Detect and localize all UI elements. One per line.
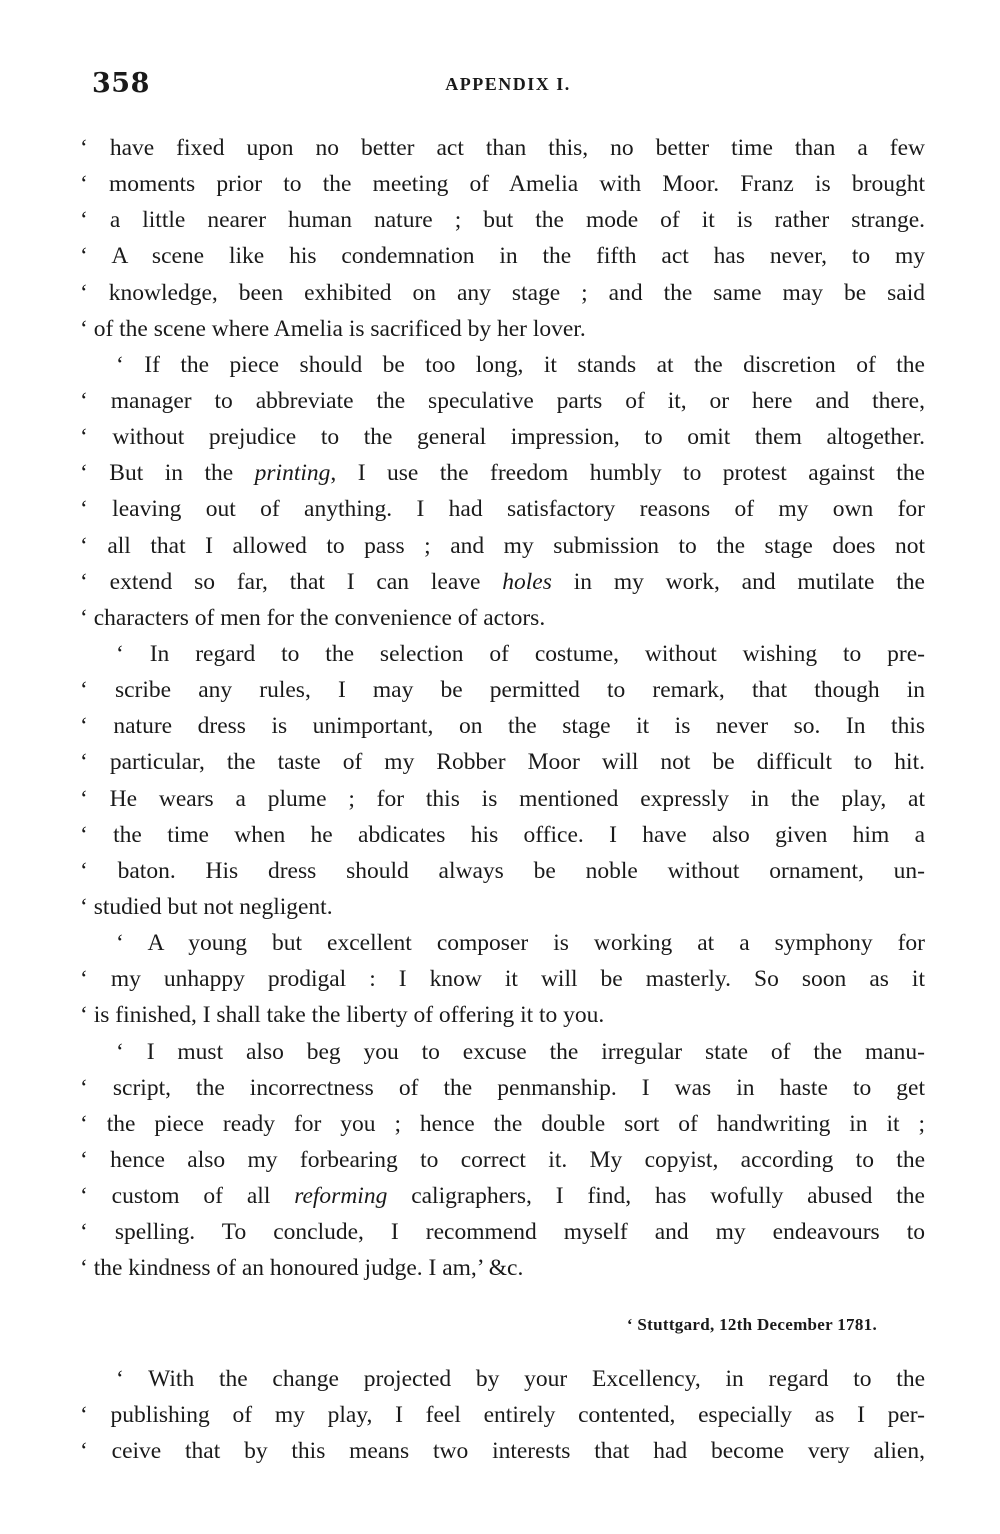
text-line: ‘ scribe any rules, I may be permitted to remark, that though in	[80, 677, 925, 704]
text-line: ‘ script, the incorrectness of the penmanship. I was in haste to get	[80, 1074, 925, 1101]
running-title: APPENDIX I.	[445, 74, 571, 94]
text-line: ‘ publishing of my play, I feel entirely contented, especially as I per-	[80, 1401, 925, 1428]
text-line: ‘ moments prior to the meeting of Amelia with Moor. Franz is brought	[80, 171, 925, 198]
paragraph	[80, 636, 925, 925]
text-line: ‘ the kindness of an honoured judge. I am,’ &c.	[80, 1255, 524, 1282]
text-line: ‘ knowledge, been exhibited on any stage ; and the same may be said	[80, 279, 925, 306]
text-line: ‘ I must also beg you to excuse the irregular state of the manu-	[116, 1038, 925, 1065]
text-line: ‘ spelling. To conclude, I recommend myself and my endeavours to	[80, 1219, 925, 1246]
text-line: ‘ He wears a plume ; for this is mentioned expressly in the play, at	[80, 785, 925, 812]
spacer	[80, 1349, 925, 1361]
spacer	[80, 1287, 925, 1299]
paragraph	[80, 1034, 925, 1287]
paragraph	[80, 130, 925, 347]
body-text	[80, 130, 925, 1469]
text-line: ‘ particular, the taste of my Robber Moor will not be difficult to hit.	[80, 749, 925, 776]
page-number: 358	[92, 68, 150, 99]
text-line: ‘ But in the printing, I use the freedom humbly to protest against the	[80, 460, 925, 487]
text-line: ‘ my unhappy prodigal : I know it will be masterly. So soon as it	[80, 966, 925, 993]
text-line: ‘ extend so far, that I can leave holes in my work, and mutilate the	[80, 568, 925, 595]
text-line: ‘ all that I allowed to pass ; and my submission to the stage does not	[80, 532, 925, 559]
text-line: ‘ studied but not negligent.	[80, 893, 333, 920]
text-line: ‘ a little nearer human nature ; but the mode of it is rather strange.	[80, 207, 925, 234]
text-line: ‘ is finished, I shall take the liberty of offering it to you.	[80, 1002, 605, 1029]
text-line: ‘ With the change projected by your Excellency, in regard to the	[116, 1365, 925, 1392]
text-line: ‘ baton. His dress should always be noble without ornament, un-	[80, 857, 925, 884]
text-line: ‘ without prejudice to the general impression, to omit them altogether.	[80, 424, 925, 451]
text-line: ‘ of the scene where Amelia is sacrificed by her lover.	[80, 315, 586, 342]
paragraph	[80, 1361, 925, 1469]
text-line: ‘ nature dress is unimportant, on the stage it is never so. In this	[80, 713, 925, 740]
text-line: ‘ ceive that by this means two interests that had become very alien,	[80, 1437, 925, 1464]
text-line: ‘ A scene like his condemnation in the fifth act has never, to my	[80, 243, 925, 270]
text-line: ‘ If the piece should be too long, it stands at the discretion of the	[116, 351, 925, 378]
text-line: ‘ In regard to the selection of costume, without wishing to pre-	[116, 640, 925, 667]
letter-dateline: ‘ Stuttgard, 12th December 1781.	[626, 1314, 877, 1334]
page-header	[92, 68, 924, 108]
text-line: ‘ A young but excellent composer is working at a symphony for	[116, 930, 925, 957]
text-line: ‘ characters of men for the convenience of actors.	[80, 604, 546, 631]
text-line: ‘ manager to abbreviate the speculative parts of it, or here and there,	[80, 387, 925, 414]
text-line: ‘ custom of all reforming caligraphers, I find, has wofully abused the	[80, 1183, 925, 1210]
text-line: ‘ leaving out of anything. I had satisfactory reasons of my own for	[80, 496, 925, 523]
text-line: ‘ the piece ready for you ; hence the double sort of handwriting in it ;	[80, 1110, 925, 1137]
paragraph	[80, 347, 925, 636]
paragraph	[80, 925, 925, 1033]
text-line: ‘ have fixed upon no better act than this, no better time than a few	[80, 135, 925, 161]
text-line: ‘ hence also my forbearing to correct it. My copyist, according to the	[80, 1146, 925, 1173]
text-line: ‘ the time when he abdicates his office. I have also given him a	[80, 821, 925, 848]
